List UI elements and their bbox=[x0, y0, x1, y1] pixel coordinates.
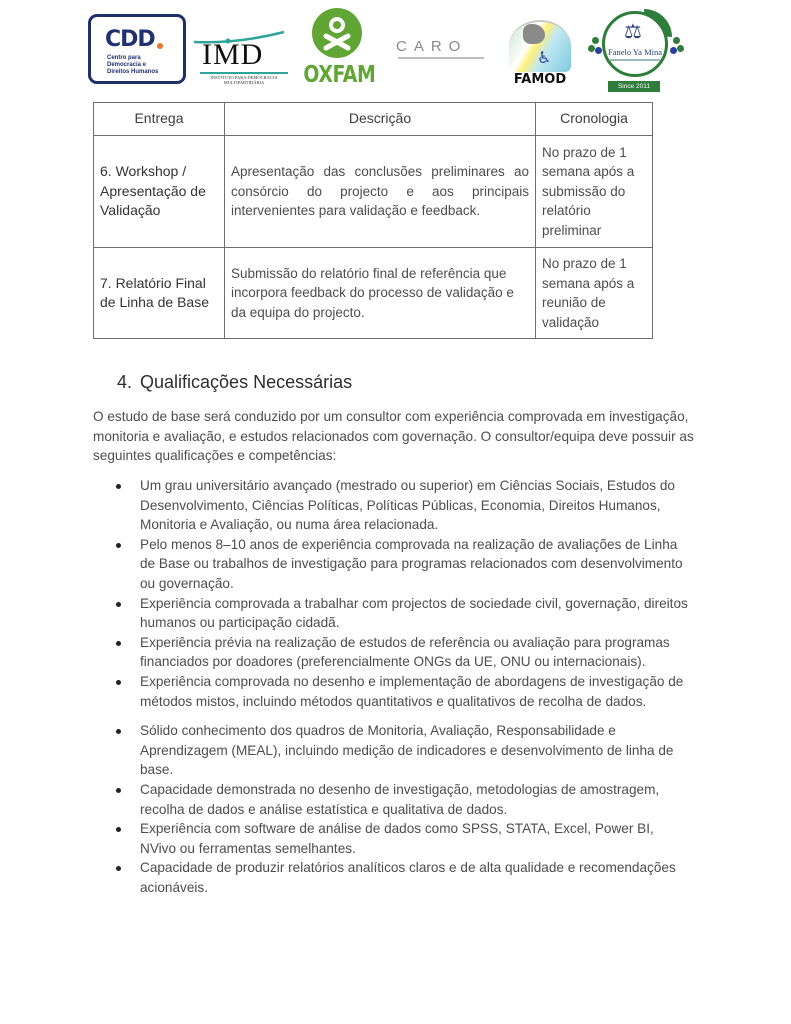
bullet-icon bbox=[116, 866, 121, 871]
bullet-icon bbox=[116, 602, 121, 607]
imd-subtitle-line: INSTITUTO PARA DEMOCRACIA bbox=[210, 75, 278, 80]
oxfam-logo bbox=[296, 8, 378, 92]
list-item-text: Experiência com software de análise de dados como SPSS, STATA, Excel, Power BI, NVivo ou ferramentas semelhantes. bbox=[140, 821, 654, 856]
oxfam-logo-wordmark: OXFAM bbox=[303, 62, 376, 88]
caro-logo-wordmark: CARO bbox=[396, 38, 468, 55]
bullet-icon bbox=[116, 680, 121, 685]
bullet-icon bbox=[116, 484, 121, 489]
table-row bbox=[94, 248, 653, 339]
imd-subtitle-line: MULTIPARTIDÁRIA bbox=[223, 80, 265, 85]
list-item bbox=[93, 476, 693, 535]
list-item-text: Sólido conhecimento dos quadros de Monitoria, Avaliação, Responsabilidade e Aprendizagem (MEAL), incluindo medição de indicadores e desenvolvimento de linha de base. bbox=[140, 723, 674, 778]
caro-logo-tagline bbox=[398, 57, 484, 59]
bullet-icon bbox=[116, 788, 121, 793]
section-intro-paragraph: O estudo de base será conduzido por um consultor com experiência comprovada em investigação, monitoria e avaliação, e estudos relacionados com governação. O consultor/equipa deve possuir as seguintes qualificações e competências: bbox=[93, 409, 694, 464]
column-header-descricao: Descrição bbox=[225, 103, 536, 136]
list-item bbox=[93, 819, 693, 858]
fanelo-ya-mina-logo bbox=[588, 9, 684, 93]
list-item bbox=[93, 633, 693, 672]
bullet-icon bbox=[116, 827, 121, 832]
bullet-icon bbox=[116, 641, 121, 646]
section-number: 4. bbox=[117, 372, 133, 392]
cdd-subtitle-line: Direitos Humanos bbox=[107, 69, 159, 75]
cdd-logo-dot bbox=[157, 43, 163, 49]
famod-globe-icon bbox=[509, 20, 571, 72]
people-icon bbox=[670, 37, 684, 55]
section-heading bbox=[117, 372, 352, 393]
imd-logo-subtitle bbox=[200, 75, 288, 85]
imd-logo-mark: IMD bbox=[202, 38, 264, 71]
cell-descricao: Submissão do relatório final de referência que incorpora feedback do processo de validação e da equipa do projecto. bbox=[225, 248, 536, 339]
list-item-text: Pelo menos 8–10 anos de experiência comprovada na realização de avaliações de Linha de Base ou trabalhos de investigação para programas relacionados com desenvolvimento ou governação. bbox=[140, 536, 683, 591]
famod-map-shape bbox=[523, 24, 545, 44]
famod-logo bbox=[503, 20, 577, 90]
cdd-subtitle-line: Democracia e bbox=[107, 62, 147, 68]
cell-cronologia: No prazo de 1 semana após a submissão do relatório preliminar bbox=[536, 136, 653, 248]
list-item bbox=[93, 858, 693, 897]
section-title-text: Qualificações Necessárias bbox=[140, 372, 353, 392]
fanelo-since-badge: Since 2011 bbox=[608, 81, 660, 92]
cell-cronologia: No prazo de 1 semana após a reunião de validação bbox=[536, 248, 653, 339]
partner-logos-banner bbox=[0, 0, 791, 98]
fanelo-logo-tagline bbox=[610, 59, 660, 61]
table-header-row bbox=[94, 103, 653, 136]
cdd-logo-subtitle bbox=[107, 55, 158, 76]
oxfam-circle-icon bbox=[312, 8, 362, 58]
wheelchair-icon: ♿ bbox=[537, 50, 552, 67]
list-item bbox=[93, 672, 693, 711]
column-header-entrega: Entrega bbox=[94, 103, 225, 136]
list-item-text: Capacidade de produzir relatórios analíticos claros e de alta qualidade e recomendações acionáveis. bbox=[140, 860, 676, 895]
cdd-subtitle-line: Centro para bbox=[107, 55, 141, 61]
imd-logo-underline bbox=[200, 72, 288, 74]
bullet-icon bbox=[116, 543, 121, 548]
qualifications-list bbox=[93, 476, 693, 897]
fanelo-logo-wordmark: Fanelo Ya Mina bbox=[607, 47, 663, 57]
list-item bbox=[93, 594, 693, 633]
column-header-cronologia: Cronologia bbox=[536, 103, 653, 136]
people-icon bbox=[588, 37, 602, 55]
caro-logo bbox=[396, 38, 486, 66]
cdd-logo-mark: CDD bbox=[105, 27, 155, 52]
cdd-logo bbox=[88, 14, 186, 84]
cell-entrega: 6. Workshop / Apresentação de Validação bbox=[94, 136, 225, 248]
list-item bbox=[93, 721, 693, 780]
imd-logo bbox=[192, 30, 292, 88]
cell-entrega: 7. Relatório Final de Linha de Base bbox=[94, 248, 225, 339]
list-item-text: Experiência comprovada a trabalhar com projectos de sociedade civil, governação, direitos humanos ou participação cidadã. bbox=[140, 595, 688, 631]
table-row bbox=[94, 136, 653, 248]
deliverables-table bbox=[93, 102, 653, 339]
list-item bbox=[93, 780, 693, 819]
oxfam-figure-icon bbox=[312, 8, 362, 58]
cell-descricao: Apresentação das conclusões preliminares ao consórcio do projecto e aos principais intervenientes para validação e feedback. bbox=[225, 136, 536, 248]
scales-of-justice-icon: ⚖ bbox=[624, 21, 642, 43]
list-item-text: Experiência comprovada no desenho e implementação de abordagens de investigação de métodos mistos, incluindo métodos quantitativos e qualitativos de recolha de dados. bbox=[140, 673, 684, 709]
list-item-text: Um grau universitário avançado (mestrado ou superior) em Ciências Sociais, Estudos do Desenvolvimento, Ciências Políticas, Políticas Públicas, Economia, Direitos Humanos, Monitoria e Avaliação, ou numa área relacionada. bbox=[140, 478, 675, 533]
bullet-icon bbox=[116, 729, 121, 734]
list-item-text: Experiência prévia na realização de estudos de referência ou avaliação para programas financiados por doadores (preferencialmente ONGs da UE, ONU ou internacionais). bbox=[140, 634, 670, 670]
famod-logo-wordmark: FAMOD bbox=[513, 72, 567, 87]
list-item-text: Capacidade demonstrada no desenho de investigação, metodologias de amostragem, recolha de dados e análise estatística e qualitativa de dados. bbox=[140, 781, 660, 817]
list-item bbox=[93, 535, 693, 594]
